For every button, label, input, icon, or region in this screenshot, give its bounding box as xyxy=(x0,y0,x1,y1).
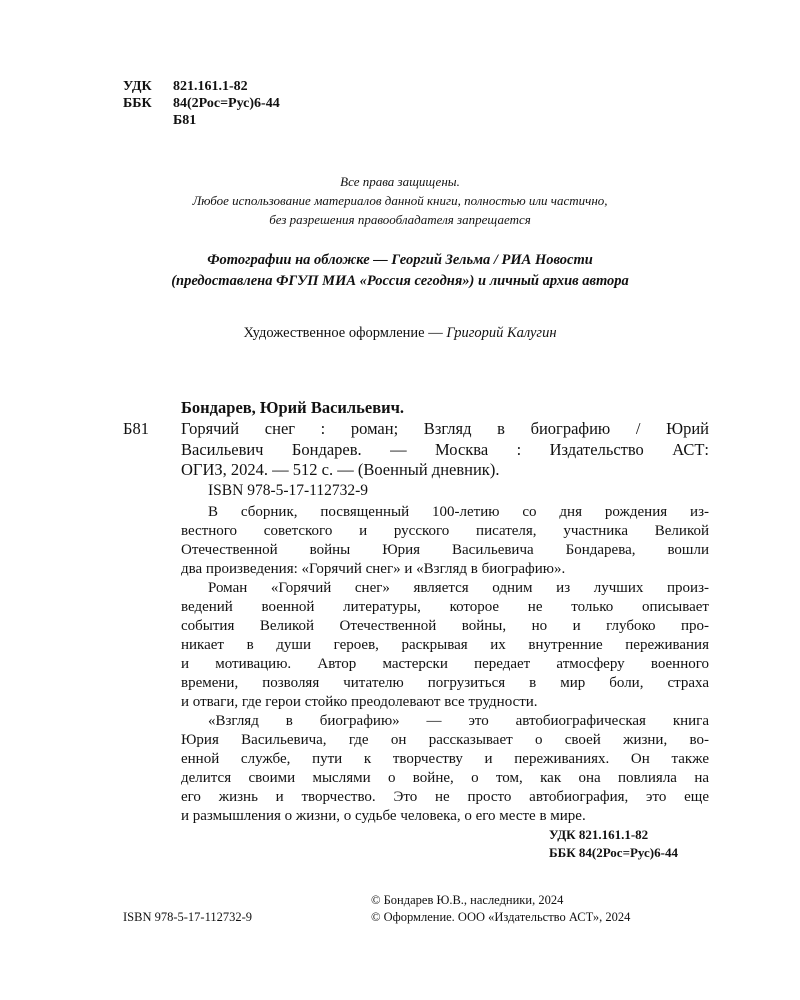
bottom-isbn: ISBN 978-5-17-112732-9 xyxy=(123,910,253,924)
annotation xyxy=(181,503,709,826)
annotation-line: «Взгляд в биографию» — это автобиографическая книга xyxy=(208,713,709,729)
bottom-udk: УДК 821.161.1-82 xyxy=(549,827,649,842)
annotation-line: делится своими мыслями о войне, о том, как она повлияла на xyxy=(181,770,709,786)
catalog-title-line: ОГИЗ, 2024. — 512 с. — (Военный дневник). xyxy=(181,460,500,479)
annotation-line: времени, позволяя читателю погрузиться в мир боли, страха xyxy=(181,675,709,691)
catalog-code: Б81 xyxy=(123,419,149,438)
copyright-line-2: © Оформление. ООО «Издательство АСТ», 2024 xyxy=(371,910,631,924)
design-credit-name: Григорий Калугин xyxy=(446,325,557,341)
annotation-line: никает в души героев, раскрывая их внутренние переживания xyxy=(181,637,709,653)
catalog-author: Бондарев, Юрий Васильевич. xyxy=(181,398,405,417)
author-code: Б81 xyxy=(173,113,197,128)
photo-credits-line-2: (предоставлена ФГУП МИА «Россия сегодня») и личный архив автора xyxy=(171,273,629,289)
annotation-line: Юрия Васильевича, где он рассказывает о своей жизни, во- xyxy=(181,732,709,748)
udk-label: УДК xyxy=(123,79,152,94)
catalog-title-line: Васильевич Бондарев. — Москва : Издательство АСТ: xyxy=(181,439,709,459)
design-credit-label: Художественное оформление — xyxy=(243,325,447,341)
annotation-line: два произведения: «Горячий снег» и «Взгляд в биографию». xyxy=(181,561,566,577)
udk-row xyxy=(123,78,280,95)
annotation-line: и отваги, где герои стойко преодолевают все трудности. xyxy=(181,694,538,710)
catalog-title-line: Горячий снег : роман; Взгляд в биографию / Юрий xyxy=(181,419,709,438)
annotation-line: В сборник, посвященный 100-летию со дня рождения из- xyxy=(208,504,709,520)
photo-credits-line-1: Фотографии на обложке — Георгий Зельма / РИА Новости xyxy=(207,252,593,268)
catalog-isbn: ISBN 978-5-17-112732-9 xyxy=(208,482,369,499)
bbk-label: ББК xyxy=(123,96,152,111)
udk-value: 821.161.1-82 xyxy=(173,79,248,94)
annotation-line: и размышления о жизни, о судьбе человека, о его месте в мире. xyxy=(181,808,586,824)
rights-notice xyxy=(0,172,800,229)
bottom-bbk: ББК 84(2Рос=Рус)6-44 xyxy=(549,845,678,860)
annotation-line: енной службе, пути к творчеству и переживаниях. Он также xyxy=(181,751,709,767)
annotation-line: Отечественной войны Юрия Васильевича Бондарева, вошли xyxy=(181,542,709,558)
annotation-line: вестного советского и русского писателя, участника Великой xyxy=(181,523,709,539)
rights-line-1: Все права защищены. xyxy=(340,174,460,189)
annotation-line: Роман «Горячий снег» является одним из лучших произ- xyxy=(208,580,709,596)
copyright-line-1: © Бондарев Ю.В., наследники, 2024 xyxy=(371,893,564,907)
photo-credits xyxy=(0,250,800,292)
rights-line-3: без разрешения правообладателя запрещается xyxy=(269,212,531,227)
annotation-line: события Великой Отечественной войны, но и глубоко про- xyxy=(181,618,709,634)
classification-block xyxy=(123,78,280,129)
bbk-row xyxy=(123,95,280,112)
annotation-line: его жизнь и творчество. Это не просто автобиография, это еще xyxy=(181,789,709,805)
rights-line-2: Любое использование материалов данной книги, полностью или частично, xyxy=(192,193,608,208)
design-credit xyxy=(0,323,800,343)
catalog-title xyxy=(181,419,709,481)
annotation-line: и мотивацию. Автор мастерски передает атмосферу военного xyxy=(181,656,709,672)
bbk-value: 84(2Рос=Рус)6-44 xyxy=(173,96,280,111)
bottom-codes xyxy=(549,826,678,862)
copyright-block xyxy=(371,892,630,926)
author-code-row xyxy=(123,112,280,129)
annotation-line: ведений военной литературы, которое не только описывает xyxy=(181,599,709,615)
